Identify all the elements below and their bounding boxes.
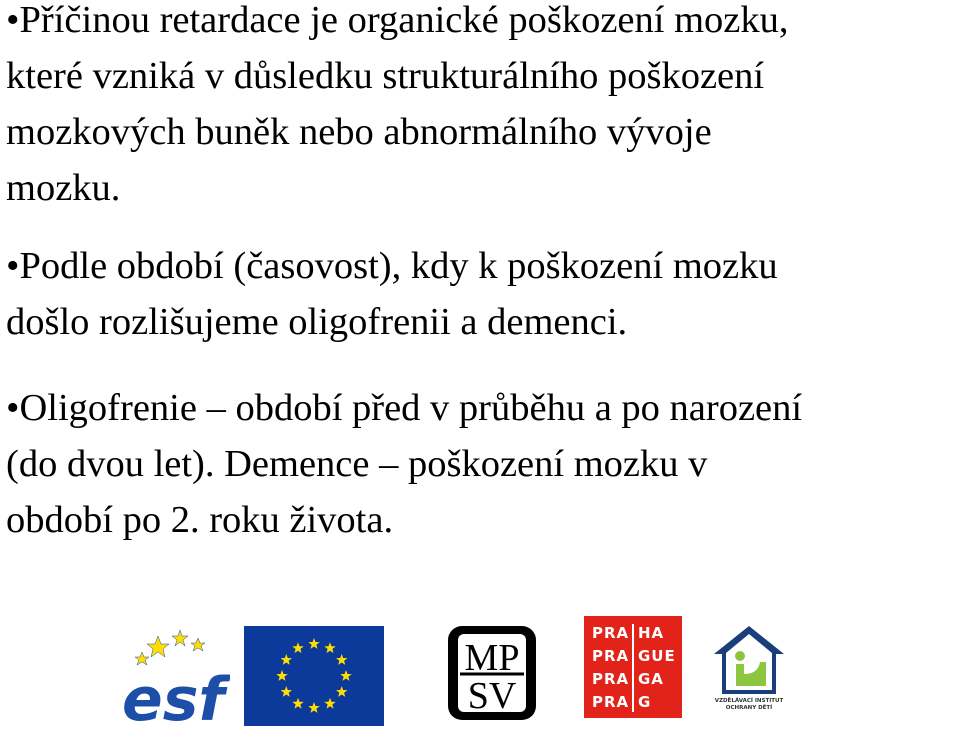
mpsv-logo (446, 624, 538, 722)
vio-caption: VZDĚLÁVACÍ INSTITUT OCHRANY DĚTÍ (714, 698, 784, 711)
text-line: •Oligofrenie – období před v průběhu a po narození (6, 387, 803, 429)
bullet-marker: • (6, 387, 20, 429)
footer-logos (0, 610, 960, 726)
house-child-icon (710, 620, 788, 698)
praha-logo (584, 616, 682, 718)
text-line: mozkových buněk nebo abnormálního vývoje (6, 111, 712, 153)
text-line: došlo rozlišujeme oligofrenii a demenci. (6, 301, 628, 343)
svg-text:SV: SV (467, 675, 517, 717)
text-line: •Příčinou retardace je organické poškození mozku, (6, 0, 789, 41)
esf-icon (118, 626, 230, 726)
bullet-paragraph-definitions (6, 380, 802, 548)
svg-text:MP: MP (464, 637, 520, 679)
eu-flag-logo (244, 626, 384, 726)
praha-row: PRA HA (592, 624, 665, 642)
praha-row: PRA GUE (592, 647, 676, 665)
bullet-marker: • (6, 245, 20, 287)
text-line: které vzniká v důsledku strukturálního poškození (6, 55, 765, 97)
text-line: (do dvou let). Demence – poškození mozku v (6, 443, 708, 485)
praha-row: PRA G (592, 693, 652, 711)
bullet-paragraph-cause (6, 0, 789, 216)
text-line: mozku. (6, 167, 121, 209)
text-line: období po 2. roku života. (6, 499, 394, 541)
svg-text:esf: esf (122, 665, 225, 726)
praha-row: PRA GA (592, 670, 664, 688)
esf-logo (118, 626, 230, 726)
bullet-paragraph-period (6, 238, 778, 350)
mpsv-icon (446, 624, 538, 722)
vio-logo (710, 620, 788, 724)
eu-flag-icon (244, 626, 384, 726)
text-line: •Podle období (časovost), kdy k poškození mozku (6, 245, 778, 287)
bullet-marker: • (6, 0, 20, 41)
